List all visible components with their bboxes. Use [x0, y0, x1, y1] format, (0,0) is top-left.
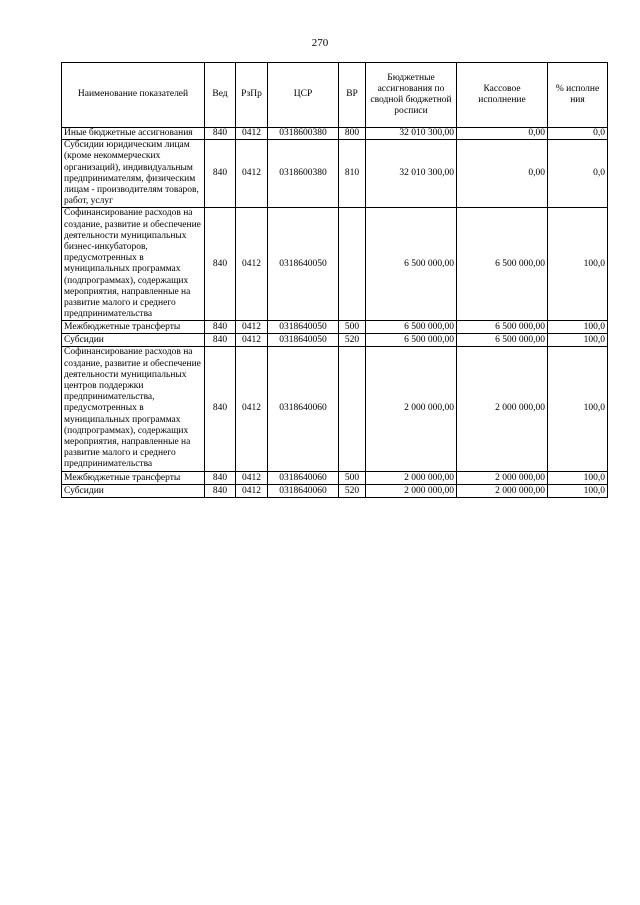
cell-vr	[339, 347, 366, 471]
cell-percent: 100,0	[548, 208, 608, 321]
table-row	[62, 208, 608, 321]
cell-name: Субсидии	[62, 484, 205, 497]
page-number: 270	[311, 37, 329, 49]
header-vr: ВР	[339, 63, 366, 128]
cell-budget: 6 500 000,00	[366, 334, 457, 347]
table-row	[62, 347, 608, 471]
table-row	[62, 321, 608, 334]
budget-execution-table	[61, 62, 608, 498]
cell-vr: 800	[339, 128, 366, 140]
cell-budget: 6 500 000,00	[366, 321, 457, 334]
cell-cash: 6 500 000,00	[457, 208, 548, 321]
cell-csr: 0318640050	[268, 208, 339, 321]
cell-name: Софинансирование расходов на создание, развитие и обеспечение деятельности муниципальных центров поддержки предпринимательства, предусмотренных в муниципальных программах (подпрограммах), содержащих мероприятия, направленные на развитие малого и среднего предпринимательства	[62, 347, 205, 471]
cell-rzpr: 0412	[236, 484, 268, 497]
cell-budget: 32 010 300,00	[366, 128, 457, 140]
cell-name: Иные бюджетные ассигнования	[62, 128, 205, 140]
cell-percent: 100,0	[548, 334, 608, 347]
cell-csr: 0318640060	[268, 471, 339, 484]
cell-vr: 500	[339, 471, 366, 484]
cell-name: Субсидии	[62, 334, 205, 347]
cell-rzpr: 0412	[236, 347, 268, 471]
cell-cash: 2 000 000,00	[457, 471, 548, 484]
header-budget: Бюджетные ассигнования по сводной бюджетной росписи	[366, 63, 457, 128]
table-row	[62, 484, 608, 497]
header-percent: % исполне ния	[548, 63, 608, 128]
cell-budget: 32 010 300,00	[366, 140, 457, 208]
cell-ved: 840	[205, 140, 236, 208]
cell-vr: 810	[339, 140, 366, 208]
cell-name: Межбюджетные трансферты	[62, 471, 205, 484]
cell-ved: 840	[205, 208, 236, 321]
cell-rzpr: 0412	[236, 208, 268, 321]
table-row	[62, 140, 608, 208]
header-name: Наименование показателей	[62, 63, 205, 128]
cell-cash: 6 500 000,00	[457, 321, 548, 334]
cell-name: Субсидии юридическим лицам (кроме некоммерческих организаций), индивидуальным предпринимателям, физическим лицам - производителям товаров, работ, услуг	[62, 140, 205, 208]
header-csr: ЦСР	[268, 63, 339, 128]
cell-name: Софинансирование расходов на создание, развитие и обеспечение деятельности муниципальных бизнес-инкубаторов, предусмотренных в муниципальных программах (подпрограммах), содержащих мероприятия, направленные на развитие малого и среднего предпринимательства	[62, 208, 205, 321]
cell-csr: 0318600380	[268, 140, 339, 208]
cell-ved: 840	[205, 321, 236, 334]
cell-ved: 840	[205, 128, 236, 140]
cell-ved: 840	[205, 347, 236, 471]
cell-vr: 520	[339, 484, 366, 497]
cell-percent: 100,0	[548, 484, 608, 497]
table-row	[62, 334, 608, 347]
cell-vr: 520	[339, 334, 366, 347]
cell-rzpr: 0412	[236, 321, 268, 334]
header-cash: Кассовое исполнение	[457, 63, 548, 128]
cell-budget: 2 000 000,00	[366, 484, 457, 497]
cell-rzpr: 0412	[236, 334, 268, 347]
cell-vr	[339, 208, 366, 321]
cell-csr: 0318640060	[268, 484, 339, 497]
cell-name: Межбюджетные трансферты	[62, 321, 205, 334]
cell-csr: 0318600380	[268, 128, 339, 140]
cell-budget: 2 000 000,00	[366, 347, 457, 471]
header-ved: Вед	[205, 63, 236, 128]
cell-cash: 2 000 000,00	[457, 347, 548, 471]
table-header-row	[62, 63, 608, 128]
cell-cash: 0,00	[457, 128, 548, 140]
cell-ved: 840	[205, 471, 236, 484]
cell-csr: 0318640050	[268, 321, 339, 334]
cell-percent: 100,0	[548, 471, 608, 484]
cell-csr: 0318640060	[268, 347, 339, 471]
cell-csr: 0318640050	[268, 334, 339, 347]
header-rzpr: РзПр	[236, 63, 268, 128]
cell-ved: 840	[205, 484, 236, 497]
cell-budget: 2 000 000,00	[366, 471, 457, 484]
cell-budget: 6 500 000,00	[366, 208, 457, 321]
cell-rzpr: 0412	[236, 140, 268, 208]
cell-percent: 100,0	[548, 321, 608, 334]
cell-rzpr: 0412	[236, 471, 268, 484]
cell-percent: 0,0	[548, 128, 608, 140]
cell-rzpr: 0412	[236, 128, 268, 140]
table-row	[62, 128, 608, 140]
cell-cash: 6 500 000,00	[457, 334, 548, 347]
cell-percent: 0,0	[548, 140, 608, 208]
table-row	[62, 471, 608, 484]
cell-vr: 500	[339, 321, 366, 334]
cell-cash: 2 000 000,00	[457, 484, 548, 497]
cell-ved: 840	[205, 334, 236, 347]
cell-cash: 0,00	[457, 140, 548, 208]
cell-percent: 100,0	[548, 347, 608, 471]
